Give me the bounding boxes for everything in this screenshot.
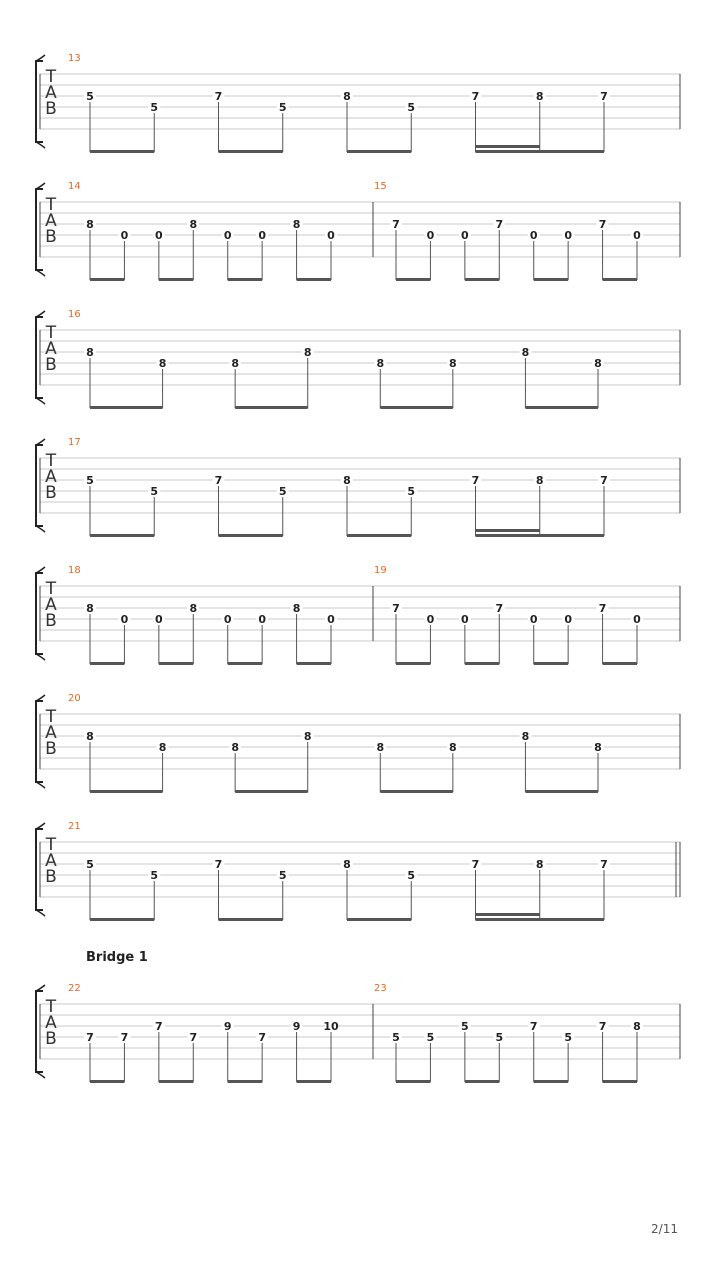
eighth-beam <box>603 278 637 281</box>
eighth-beam <box>219 534 283 537</box>
tab-clef-letter: B <box>45 867 57 887</box>
fret-number: 8 <box>189 218 198 231</box>
measure <box>68 181 337 281</box>
eighth-beam <box>476 534 605 537</box>
eighth-beam <box>396 1080 430 1083</box>
eighth-beam <box>235 406 308 409</box>
measure-number: 16 <box>68 309 81 320</box>
eighth-beam <box>380 790 453 793</box>
tab-clef-letter: T <box>45 579 57 599</box>
fret-number: 5 <box>407 869 416 882</box>
section-label: Bridge 1 <box>86 950 148 965</box>
tab-system <box>36 437 680 537</box>
fret-number: 7 <box>258 1031 266 1044</box>
tab-clef-letter: A <box>45 339 57 359</box>
fret-number: 5 <box>407 101 416 114</box>
tab-clef-letter: B <box>45 99 57 119</box>
fret-number: 8 <box>231 741 239 754</box>
fret-number: 0 <box>426 613 435 626</box>
fret-number: 8 <box>449 357 457 370</box>
tab-system <box>36 693 680 793</box>
fret-number: 8 <box>449 741 457 754</box>
fret-number: 0 <box>461 229 469 242</box>
fret-number: 7 <box>600 858 608 871</box>
fret-number: 7 <box>214 474 223 487</box>
measure <box>68 983 339 1083</box>
fret-number: 8 <box>343 858 351 871</box>
fret-number: 0 <box>120 229 129 242</box>
fret-number: 8 <box>231 357 239 370</box>
tab-clef-letter: B <box>45 611 57 631</box>
fret-number: 8 <box>292 218 301 231</box>
fret-number: 7 <box>214 858 223 871</box>
fret-number: 8 <box>633 1020 641 1033</box>
fret-number: 5 <box>150 101 159 114</box>
eighth-beam <box>347 534 411 537</box>
measure <box>68 821 610 921</box>
fret-number: 9 <box>223 1020 232 1033</box>
fret-number: 7 <box>598 218 607 231</box>
tab-clef-letter: A <box>45 211 57 231</box>
fret-number: 8 <box>535 858 544 871</box>
tab-clef-letter: B <box>45 483 57 503</box>
tab-clef-letter: B <box>45 1029 57 1049</box>
eighth-beam <box>90 1080 124 1083</box>
fret-number: 8 <box>158 357 167 370</box>
eighth-beam <box>90 278 124 281</box>
measure-number: 17 <box>68 437 81 448</box>
eighth-beam <box>159 278 193 281</box>
fret-number: 0 <box>564 613 572 626</box>
tab-clef-letter: T <box>45 707 57 727</box>
tab-system <box>36 309 680 409</box>
fret-number: 5 <box>278 101 287 114</box>
fret-number: 8 <box>292 602 301 615</box>
measure-number: 20 <box>68 693 81 704</box>
fret-number: 7 <box>392 602 400 615</box>
fret-number: 7 <box>189 1031 198 1044</box>
sixteenth-beam <box>476 145 540 148</box>
fret-number: 0 <box>327 613 335 626</box>
eighth-beam <box>297 662 331 665</box>
fret-number: 7 <box>600 474 608 487</box>
eighth-beam <box>347 150 411 153</box>
fret-number: 7 <box>120 1031 129 1044</box>
tab-clef-letter: T <box>45 451 57 471</box>
eighth-beam <box>159 1080 193 1083</box>
measure-number: 15 <box>374 181 387 192</box>
eighth-beam <box>534 278 568 281</box>
measure-number: 14 <box>68 181 81 192</box>
fret-number: 0 <box>327 229 335 242</box>
measure-number: 19 <box>374 565 387 576</box>
fret-number: 5 <box>86 474 94 487</box>
fret-number: 8 <box>376 357 385 370</box>
tab-clef-letter: A <box>45 1013 57 1033</box>
fret-number: 5 <box>150 869 159 882</box>
eighth-beam <box>235 790 308 793</box>
fret-number: 5 <box>150 485 159 498</box>
fret-number: 5 <box>407 485 416 498</box>
fret-number: 0 <box>120 613 129 626</box>
eighth-beam <box>90 790 163 793</box>
tab-system <box>36 565 680 665</box>
tab-clef-letter: T <box>45 835 57 855</box>
fret-number: 8 <box>303 346 312 359</box>
fret-number: 5 <box>392 1031 400 1044</box>
fret-number: 8 <box>189 602 198 615</box>
eighth-beam <box>465 662 499 665</box>
fret-number: 0 <box>258 613 266 626</box>
fret-number: 7 <box>495 602 504 615</box>
measure-number: 21 <box>68 821 81 832</box>
fret-number: 0 <box>633 613 641 626</box>
fret-number: 10 <box>323 1020 339 1033</box>
tab-clef-letter: T <box>45 195 57 215</box>
sixteenth-beam <box>476 913 540 916</box>
eighth-beam <box>90 918 154 921</box>
fret-number: 7 <box>471 90 480 103</box>
fret-number: 8 <box>521 346 530 359</box>
tab-system <box>36 53 680 153</box>
eighth-beam <box>159 662 193 665</box>
fret-number: 8 <box>86 218 94 231</box>
fret-number: 0 <box>529 613 538 626</box>
eighth-beam <box>380 406 453 409</box>
fret-number: 5 <box>278 869 287 882</box>
fret-number: 5 <box>426 1031 435 1044</box>
eighth-beam <box>525 790 598 793</box>
measure <box>374 983 643 1083</box>
eighth-beam <box>525 406 598 409</box>
tab-clef-letter: A <box>45 467 57 487</box>
fret-number: 8 <box>376 741 385 754</box>
fret-number: 8 <box>86 346 94 359</box>
eighth-beam <box>465 1080 499 1083</box>
measure <box>68 437 610 537</box>
fret-number: 0 <box>633 229 641 242</box>
page-number: 2/11 <box>651 1222 678 1236</box>
fret-number: 7 <box>155 1020 163 1033</box>
fret-number: 8 <box>303 730 312 743</box>
fret-number: 5 <box>564 1031 572 1044</box>
eighth-beam <box>297 1080 331 1083</box>
fret-number: 8 <box>594 357 602 370</box>
fret-number: 5 <box>278 485 287 498</box>
eighth-beam <box>228 278 262 281</box>
fret-number: 0 <box>461 613 469 626</box>
tab-clef-letter: T <box>45 67 57 87</box>
tab-clef-letter: T <box>45 997 57 1017</box>
tab-clef-letter: B <box>45 355 57 375</box>
fret-number: 8 <box>594 741 602 754</box>
fret-number: 7 <box>529 1020 538 1033</box>
fret-number: 9 <box>292 1020 301 1033</box>
tab-clef-letter: B <box>45 227 57 247</box>
eighth-beam <box>534 662 568 665</box>
fret-number: 7 <box>214 90 223 103</box>
eighth-beam <box>219 918 283 921</box>
tab-clef-letter: B <box>45 739 57 759</box>
measure-number: 18 <box>68 565 81 576</box>
fret-number: 7 <box>598 1020 607 1033</box>
sixteenth-beam <box>476 529 540 532</box>
tab-system <box>36 181 680 281</box>
fret-number: 8 <box>343 90 351 103</box>
fret-number: 8 <box>521 730 530 743</box>
eighth-beam <box>90 534 154 537</box>
fret-number: 0 <box>223 229 232 242</box>
fret-number: 7 <box>86 1031 94 1044</box>
measure-number: 22 <box>68 983 81 994</box>
measure-number: 23 <box>374 983 387 994</box>
tab-clef-letter: A <box>45 851 57 871</box>
measure <box>68 565 337 665</box>
eighth-beam <box>90 662 124 665</box>
tab-clef-letter: A <box>45 595 57 615</box>
eighth-beam <box>476 918 605 921</box>
measure <box>68 53 610 153</box>
eighth-beam <box>347 918 411 921</box>
fret-number: 7 <box>471 858 480 871</box>
measure <box>374 565 643 665</box>
fret-number: 5 <box>495 1031 504 1044</box>
tab-system <box>36 983 680 1083</box>
eighth-beam <box>396 278 430 281</box>
fret-number: 5 <box>86 858 94 871</box>
fret-number: 8 <box>535 474 544 487</box>
eighth-beam <box>603 662 637 665</box>
eighth-beam <box>90 150 154 153</box>
fret-number: 0 <box>258 229 266 242</box>
tab-system <box>36 821 680 921</box>
fret-number: 0 <box>155 229 163 242</box>
measure <box>374 181 643 281</box>
tab-clef-letter: T <box>45 323 57 343</box>
eighth-beam <box>90 406 163 409</box>
eighth-beam <box>465 278 499 281</box>
fret-number: 7 <box>598 602 607 615</box>
eighth-beam <box>228 1080 262 1083</box>
measure <box>68 309 604 409</box>
fret-number: 8 <box>535 90 544 103</box>
fret-number: 7 <box>392 218 400 231</box>
eighth-beam <box>476 150 605 153</box>
eighth-beam <box>534 1080 568 1083</box>
fret-number: 7 <box>600 90 608 103</box>
fret-number: 0 <box>564 229 572 242</box>
measure-number: 13 <box>68 53 81 64</box>
tab-clef-letter: A <box>45 83 57 103</box>
fret-number: 0 <box>223 613 232 626</box>
fret-number: 0 <box>426 229 435 242</box>
fret-number: 8 <box>343 474 351 487</box>
fret-number: 8 <box>86 602 94 615</box>
fret-number: 0 <box>529 229 538 242</box>
fret-number: 7 <box>495 218 504 231</box>
fret-number: 5 <box>461 1020 469 1033</box>
fret-number: 7 <box>471 474 480 487</box>
fret-number: 8 <box>86 730 94 743</box>
eighth-beam <box>297 278 331 281</box>
eighth-beam <box>228 662 262 665</box>
measure <box>68 693 604 793</box>
eighth-beam <box>219 150 283 153</box>
fret-number: 0 <box>155 613 163 626</box>
eighth-beam <box>396 662 430 665</box>
tab-clef-letter: A <box>45 723 57 743</box>
fret-number: 5 <box>86 90 94 103</box>
eighth-beam <box>603 1080 637 1083</box>
fret-number: 8 <box>158 741 167 754</box>
